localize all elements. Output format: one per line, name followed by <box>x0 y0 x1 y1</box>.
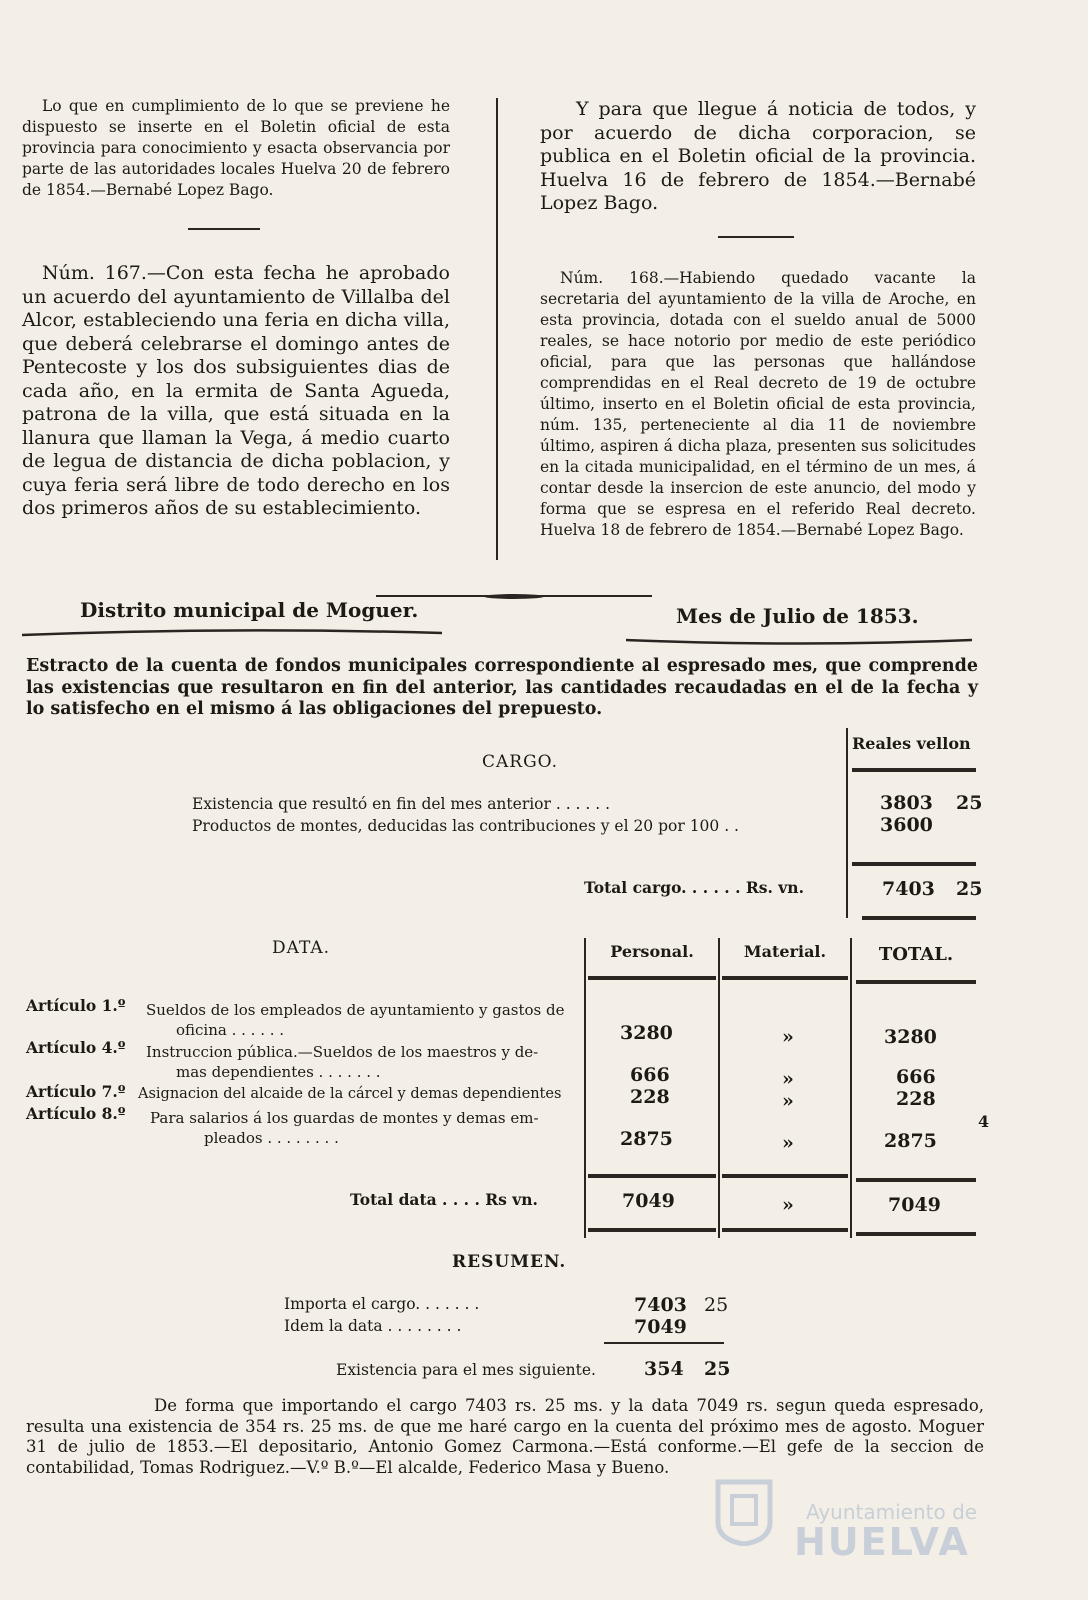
right-separator-dash <box>718 236 794 238</box>
resumen-existence-label: Existencia para el mes siguiente. <box>336 1361 596 1379</box>
data-total-rule <box>722 1174 848 1178</box>
left-column-paragraph-1: Lo que en cumplimiento de lo que se previene he dispuesto se inserte en el Boletin oficial de esta provincia para conocimiento y esacta observancia por parte de las autoridades locales Huelva 20 de febrero de 1854.—Bernabé Lopez Bago. <box>22 97 450 199</box>
page-mark: 4 <box>978 1112 990 1131</box>
data-row-description: Para salarios á los guardas de montes y demas em- <box>150 1109 539 1127</box>
cargo-title: CARGO. <box>482 752 559 772</box>
left-column-paragraph-2: Núm. 167.—Con esta fecha he aprobado un acuerdo del ayuntamiento de Villalba del Alcor, estableciendo una feria en dicha villa, que deberá celebrarse el domingo antes de Pentecoste y los dos subsiguientes dias de cada año, en la ermita de Santa Agueda, patrona de la villa, que está situada en la llanura que llaman la Vega, á medio cuarto de legua de distancia de dicha poblacion, y cuya feria será libre de todo derecho en los dos primeros años de su establecimiento. <box>22 262 450 519</box>
data-col-divider-2 <box>718 938 720 1238</box>
resumen-cargo-label: Importa el cargo. . . . . . . <box>284 1295 480 1313</box>
data-total-personal: 7049 <box>622 1190 675 1212</box>
watermark-text-line1: Ayuntamiento de <box>806 1500 978 1524</box>
data-row-personal: 3280 <box>620 1022 673 1044</box>
right-column-paragraph-2: Núm. 168.—Habiendo quedado vacante la secretaria del ayuntamiento de la villa de Aroche, en esta provincia, dotada con el sueldo anual de 5000 reales, se hace notorio por medio de este periódico oficial, para que las personas que hallándose comprendidas en el Real decreto de 19 de octubre último, inserto en el Boletin oficial de esta provincia, núm. 135, perteneciente al dia 11 de noviembre último, aspiren á dicha plaza, presenten sus solicitudes en la citada municipalidad, en el término de un mes, á contar desde la insercion de este anuncio, del modo y forma que se espresa en el referido Real decreto. Huelva 18 de febrero de 1854.—Bernabé Lopez Bago. <box>540 269 976 539</box>
cargo-column-divider <box>846 728 848 918</box>
data-row-article: Artículo 1.º <box>26 996 126 1015</box>
resumen-existence-cents: 25 <box>704 1358 731 1380</box>
closing-paragraph: De forma que importando el cargo 7403 rs. 25 ms. y la data 7049 rs. segun queda espresado, resulta una existencia de 354 rs. 25 ms. de que me haré cargo en la cuenta del próximo mes de agosto. Moguer 31 de julio de 1853.—El depositario, Antonio Gomez Carmona.—Está conforme.—El gefe de la seccion de contabilidad, Tomas Rodriguez.—V.º B.º—El alcalde, Federico Masa y Bueno. <box>26 1396 984 1477</box>
account-intro: Estracto de la cuenta de fondos municipales correspondiente al espresado mes, que comprende las existencias que resultaron en fin del anterior, las cantidades recaudadas en el de la fecha y lo satisfecho en el mismo á las obligaciones del prepuesto. <box>26 656 978 719</box>
data-total-rule <box>856 1178 976 1182</box>
cargo-column-header: Reales vellon <box>852 734 971 753</box>
data-total-rule <box>588 1174 716 1178</box>
data-row-total: 666 <box>896 1066 936 1088</box>
data-bottom-rule <box>588 1228 716 1232</box>
cargo-bottom-rule <box>862 916 976 920</box>
data-row-material: » <box>782 1026 794 1048</box>
right-column-paragraph-1: Y para que llegue á noticia de todos, y por acuerdo de dicha corporacion, se publica en el Boletin oficial de la provincia. Huelva 16 de febrero de 1854.—Bernabé Lopez Bago. <box>540 98 976 214</box>
resumen-data-reales: 7049 <box>634 1316 687 1338</box>
resumen-data-label: Idem la data . . . . . . . . <box>284 1317 462 1335</box>
resumen-title: RESUMEN. <box>452 1252 567 1272</box>
cargo-row-cents: 25 <box>956 792 983 814</box>
data-header-total: TOTAL. <box>878 944 954 965</box>
data-bottom-rule <box>856 1232 976 1236</box>
data-row-personal: 228 <box>630 1086 670 1108</box>
data-total-label: Total data . . . . Rs vn. <box>350 1190 538 1209</box>
cargo-total-cents: 25 <box>956 878 983 900</box>
data-row-description: Asignacion del alcaide de la cárcel y demas dependientes <box>138 1086 562 1102</box>
district-title: Distrito municipal de Moguer. <box>80 598 419 622</box>
data-total-material: » <box>782 1194 794 1216</box>
data-header-rule <box>856 980 976 984</box>
cargo-row-reales: 3600 <box>880 814 933 836</box>
column-divider <box>496 98 498 560</box>
data-row-description: pleados . . . . . . . . <box>204 1129 339 1147</box>
data-row-description: Sueldos de los empleados de ayuntamiento y gastos de <box>146 1001 565 1019</box>
data-row-material: » <box>782 1132 794 1154</box>
data-row-description: oficina . . . . . . <box>176 1021 285 1039</box>
data-row-description: Instruccion pública.—Sueldos de los maestros y de- <box>146 1043 539 1061</box>
resumen-cargo-reales: 7403 <box>634 1294 687 1316</box>
data-col-divider-3 <box>850 938 852 1238</box>
data-row-total: 228 <box>896 1088 936 1110</box>
resumen-existence-reales: 354 <box>644 1358 684 1380</box>
data-row-article: Artículo 8.º <box>26 1104 126 1123</box>
data-header-rule <box>722 976 848 980</box>
data-row-description: mas dependientes . . . . . . . <box>176 1063 381 1081</box>
data-row-total: 2875 <box>884 1130 937 1152</box>
cargo-row-reales: 3803 <box>880 792 933 814</box>
month-title: Mes de Julio de 1853. <box>676 604 919 628</box>
data-title: DATA. <box>272 938 331 958</box>
month-title-underline <box>626 630 972 638</box>
data-header-material: Material. <box>743 942 827 961</box>
left-separator-dash <box>188 228 260 230</box>
data-row-personal: 666 <box>630 1064 670 1086</box>
data-row-personal: 2875 <box>620 1128 673 1150</box>
cargo-header-rule <box>852 768 976 772</box>
cargo-total-reales: 7403 <box>882 878 935 900</box>
watermark-text-line2: HUELVA <box>794 1520 970 1564</box>
data-bottom-rule <box>722 1228 848 1232</box>
cargo-row-label: Productos de montes, deducidas las contribuciones y el 20 por 100 . . <box>192 817 739 835</box>
data-row-total: 3280 <box>884 1026 937 1048</box>
cargo-total-rule <box>852 862 976 866</box>
watermark-logo <box>714 1478 774 1546</box>
ornament-rule <box>376 584 652 589</box>
cargo-total-label: Total cargo. . . . . . Rs. vn. <box>584 878 804 897</box>
cargo-row-label: Existencia que resultó en fin del mes anterior . . . . . . <box>192 795 611 813</box>
data-row-article: Artículo 7.º <box>26 1082 126 1101</box>
data-row-material: » <box>782 1090 794 1112</box>
data-row-article: Artículo 4.º <box>26 1038 126 1057</box>
data-row-material: » <box>782 1068 794 1090</box>
resumen-rule <box>604 1342 724 1344</box>
data-header-rule <box>588 976 716 980</box>
data-col-divider-1 <box>584 938 586 1238</box>
data-header-personal: Personal. <box>610 942 694 961</box>
resumen-cargo-cents: 25 <box>704 1294 729 1316</box>
data-total-total: 7049 <box>888 1194 941 1216</box>
district-title-underline <box>22 622 442 630</box>
